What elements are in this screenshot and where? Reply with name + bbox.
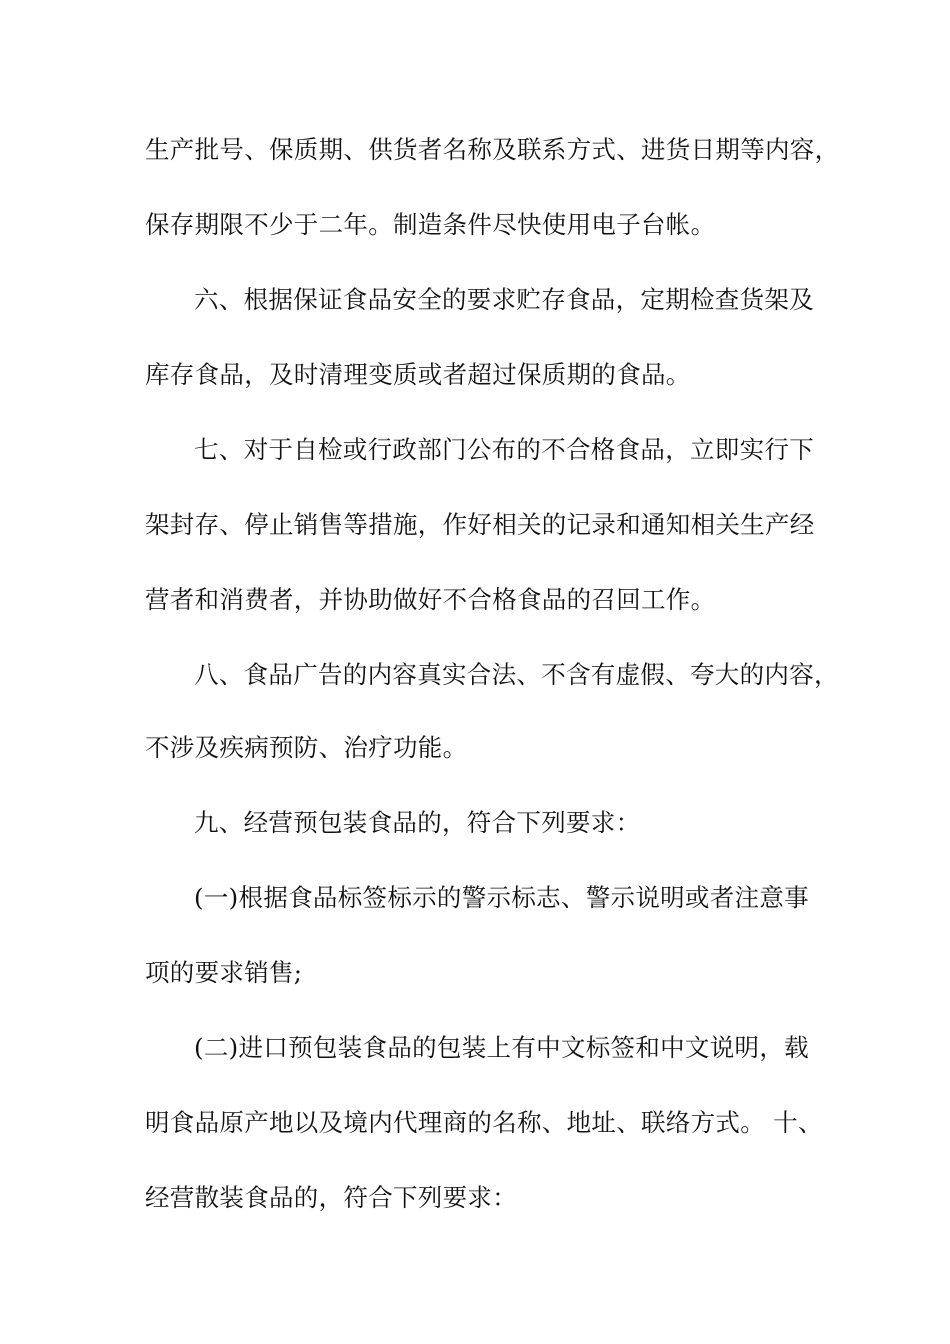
paragraph-item-6: 六、根据保证食品安全的要求贮存食品，定期检查货架及 <box>194 285 814 314</box>
paragraph-sub-2: (二)进口预包装食品的包装上有中文标签和中文说明，载 <box>194 1033 809 1062</box>
paragraph-item-9: 九、经营预包装食品的，符合下列要求： <box>194 808 641 837</box>
paragraph-item-8: 八、食品广告的内容真实合法、不含有虚假、夸大的内容， <box>194 660 839 689</box>
text-line: 不涉及疾病预防、治疗功能。 <box>145 733 468 762</box>
text-line: 经营散装食品的，符合下列要求： <box>145 1183 517 1212</box>
text-line: 项的要求销售; <box>145 958 303 987</box>
paragraph-sub-1: (一)根据食品标签标示的警示标志、警示说明或者注意事 <box>194 883 809 912</box>
text-line: 明食品原产地以及境内代理商的名称、地址、联络方式。 十、 <box>145 1108 823 1137</box>
paragraph-item-7: 七、对于自检或行政部门公布的不合格食品，立即实行下 <box>194 435 814 464</box>
text-line: 架封存、停止销售等措施，作好相关的记录和通知相关生产经 <box>145 510 815 539</box>
text-line: 保存期限不少于二年。制造条件尽快使用电子台帐。 <box>145 210 716 239</box>
text-line: 生产批号、保质期、供货者名称及联系方式、进货日期等内容， <box>145 135 840 164</box>
text-line: 库存食品，及时清理变质或者超过保质期的食品。 <box>145 360 691 389</box>
text-line: 营者和消费者，并协助做好不合格食品的召回工作。 <box>145 585 716 614</box>
